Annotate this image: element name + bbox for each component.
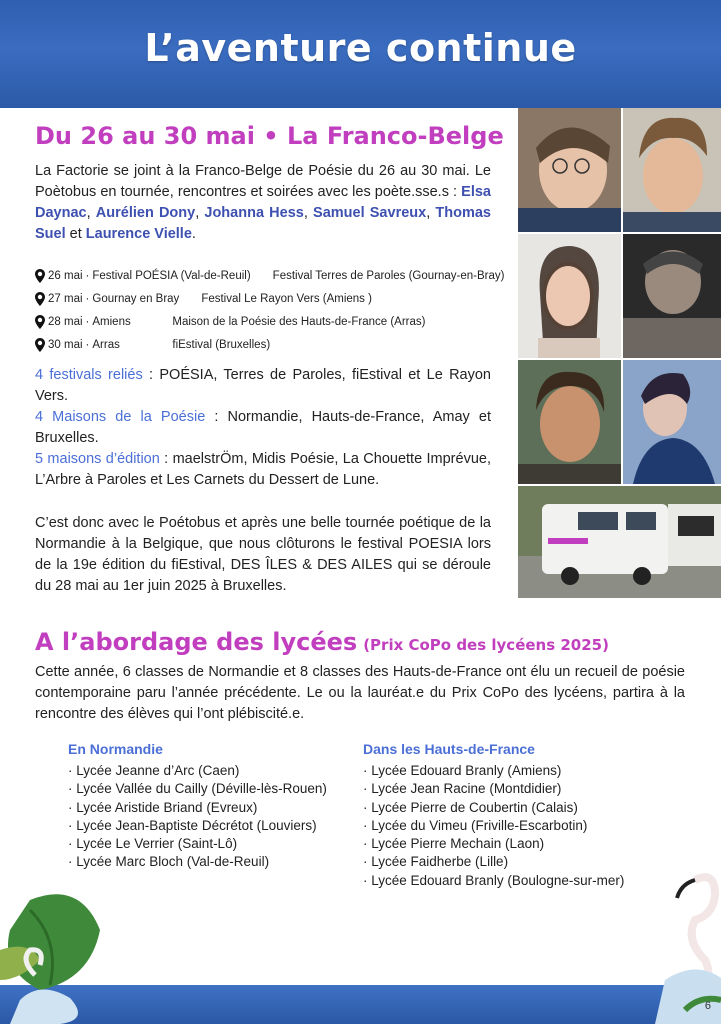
list-item: · Lycée Le Verrier (Saint-Lô): [68, 836, 238, 852]
fact-editions: [35, 449, 491, 491]
list-item: · Lycée Marc Bloch (Val-de-Reuil): [68, 854, 270, 870]
list-item: · Lycée Aristide Briand (Evreux): [68, 799, 258, 815]
schedule-date: 28 mai: [48, 315, 83, 328]
fact-text: : maelstrÖm, Midis Poésie, La Chouette Imprévue, L’Arbre à Paroles et Les Carnets du Dessert de Lune.: [35, 451, 491, 488]
fact-label: 5 maisons d’édition: [35, 451, 160, 467]
poet-name: Elsa Daynac: [35, 184, 491, 221]
poetobus-photo: [518, 486, 721, 598]
poets-photo-grid: [518, 108, 721, 598]
page-number: 6: [704, 1000, 711, 1012]
intro-text: La Factorie se joint à la Franco-Belge de Poésie du 26 au 30 mai. Le Poètobus en tournée, rencontres et soirées avec les poète.sse.s :: [35, 163, 491, 200]
schedule-date: 26 mai: [48, 269, 83, 282]
poet-photo: [623, 234, 721, 358]
section-lycees-subtitle: (Prix CoPo des lycéens 2025): [363, 636, 609, 654]
hauts-de-france-list: [363, 741, 624, 890]
facts-block: [35, 365, 491, 491]
list-item: · Lycée Vallée du Cailly (Déville-lès-Rouen): [68, 781, 327, 797]
schedule-place: fiEstival (Bruxelles): [172, 338, 271, 351]
schedule-place: Festival Terres de Paroles (Gournay-en-Bray): [272, 269, 505, 282]
fact-text: : POÉSIA, Terres de Paroles, fiEstival et Le Rayon Vers.: [35, 367, 491, 404]
location-pin-icon: [35, 292, 45, 306]
list-item: · Lycée Jeanne d’Arc (Caen): [68, 763, 240, 778]
fact-festivals: [35, 365, 491, 407]
fact-label: 4 festivals reliés: [35, 367, 143, 383]
schedule-city: Festival POÉSIA (Val-de-Reuil): [92, 269, 251, 282]
section-lycees-title: [35, 628, 609, 656]
list-item: · Lycée Faidherbe (Lille): [363, 854, 509, 870]
section-franco-belge-title: Du 26 au 30 mai • La Franco-Belge: [35, 122, 504, 150]
list-item: · Lycée Jean-Baptiste Décrétot (Louviers): [68, 817, 317, 833]
poet-name: Samuel Savreux: [313, 205, 427, 221]
schedule-row: 26 mai · Festival POÉSIA (Val-de-Reuil) Festival Terres de Paroles (Gournay-en-Bray): [35, 264, 525, 287]
fact-maisons: [35, 407, 491, 449]
schedule-row: 27 mai · Gournay en Bray Festival Le Rayon Vers (Amiens ): [35, 287, 525, 310]
location-pin-icon: [35, 315, 45, 329]
schedule-place: Maison de la Poésie des Hauts-de-France (Arras): [172, 315, 426, 328]
schedule-city: Amiens: [92, 315, 131, 328]
poet-photo: [623, 360, 721, 484]
poet-name: Aurélien Dony: [95, 205, 196, 221]
list-heading: Dans les Hauts-de-France: [363, 741, 535, 757]
schedule-row: 30 mai · Arras fiEstival (Bruxelles): [35, 333, 525, 356]
list-item: · Lycée du Vimeu (Friville-Escarbotin): [363, 817, 588, 833]
list-item: · Lycée Pierre de Coubertin (Calais): [363, 799, 578, 815]
location-pin-icon: [35, 269, 45, 283]
list-heading: En Normandie: [68, 741, 163, 757]
poet-photo: [518, 360, 621, 484]
poet-name: Laurence Vielle: [85, 226, 192, 242]
outro-paragraph: C’est donc avec le Poétobus et après une belle tournée poétique de la Normandie à la Belgique, que nous clôturons le festival POESIA lors de la 19e édition du fiEstival, DES ÎLES & DES AILES qui se déroule du 28 mai au 1er juin 2025 à Bruxelles.: [35, 515, 491, 594]
list-item: · Lycée Edouard Branly (Amiens): [363, 763, 562, 778]
poet-photo: [623, 108, 721, 232]
schedule-date: 27 mai: [48, 292, 83, 305]
fact-text: : Normandie, Hauts-de-France, Amay et Bruxelles.: [35, 409, 491, 446]
connector: et: [69, 226, 82, 242]
tour-schedule: [35, 264, 525, 356]
schedule-row: 28 mai · Amiens Maison de la Poésie des Hauts-de-France (Arras): [35, 310, 525, 333]
lycees-paragraph: Cette année, 6 classes de Normandie et 8 classes des Hauts-de-France ont élu un recueil de poésie contemporaine paru l’année précédente. Le ou la lauréat.e du Prix CoPo des lycéens, partira à la rencontre des élèves qui l’ont plébiscité.e.: [35, 664, 685, 722]
poet-photo: [518, 234, 621, 358]
schedule-place: Festival Le Rayon Vers (Amiens ): [201, 292, 372, 305]
intro-paragraph: La Factorie se joint à la Franco-Belge de Poésie du 26 au 30 mai. Le Poètobus en tournée, rencontres et soirées avec les poète.sse.s : Elsa Daynac, Aurélien Dony, Johanna Hess, Samuel Savreux, Thomas Suel et Laurence Vielle.: [35, 163, 491, 242]
normandie-list: [68, 741, 327, 872]
schedule-date: 30 mai: [48, 338, 83, 351]
list-item: · Lycée Jean Racine (Montdidier): [363, 781, 562, 797]
schedule-city: Arras: [92, 338, 120, 351]
fact-label: 4 Maisons de la Poésie: [35, 409, 206, 425]
leaf-flamingo-decoration: [0, 880, 120, 1024]
page-title: L’aventure continue: [144, 26, 577, 70]
flamingo-decoration: [655, 860, 721, 1024]
list-item: · Lycée Pierre Mechain (Laon): [363, 836, 545, 852]
location-pin-icon: [35, 338, 45, 352]
poet-photo: [518, 108, 621, 232]
schedule-city: Gournay en Bray: [92, 292, 180, 305]
section-lycees-heading: A l’abordage des lycées: [35, 628, 358, 656]
poet-name: Johanna Hess: [204, 205, 304, 221]
list-item: · Lycée Edouard Branly (Boulogne-sur-mer): [363, 872, 625, 888]
poet-name: Thomas Suel: [35, 205, 491, 242]
